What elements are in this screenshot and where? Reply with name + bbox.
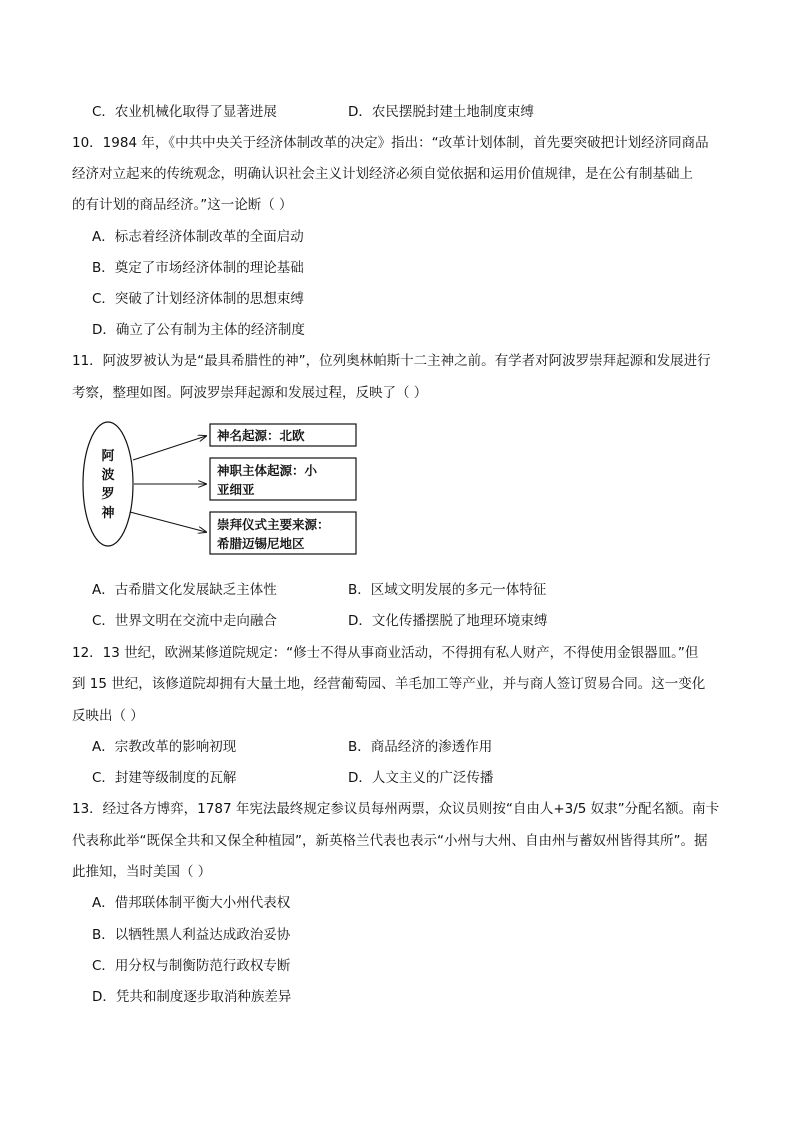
q10-option-c: C．突破了计划经济体制的思想束缚	[92, 291, 304, 307]
q10-option-d: D．确立了公有制为主体的经济制度	[92, 322, 305, 338]
q10-stem-line3: 的有计划的商品经济。”这一论断（ ）	[72, 197, 293, 213]
q9-option-d: D．农民摆脱封建土地制度束缚	[348, 104, 534, 120]
arrow-to-box3	[130, 512, 206, 532]
box-ritual-origin-text-2: 希腊迈锡尼地区	[217, 536, 305, 551]
q13-option-a: A．借邦联体制平衡大小州代表权	[92, 895, 291, 911]
apollo-diagram	[80, 418, 380, 558]
ellipse-char-1: 阿	[101, 449, 115, 464]
q13-stem-line2: 代表称此举“既保全共和又保全种植园”，新英格兰代表也表示“小州与大州、自由州与蓄奴州皆得其所”。据	[72, 833, 708, 849]
q13-option-b: B．以牺牲黑人利益达成政治妥协	[92, 927, 291, 943]
center-ellipse	[83, 422, 133, 546]
q11-stem-line1: 11．阿波罗被认为是“最具希腊性的神”，位列奥林帕斯十二主神之前。有学者对阿波罗崇拜起源和发展进行	[72, 353, 711, 369]
q13-stem-line1: 13．经过各方博弈，1787 年宪法最终规定参议员每州两票，众议员则按“自由人+3/5 奴隶”分配名额。南卡	[72, 801, 720, 817]
arrow-to-box1	[133, 436, 206, 460]
q10-option-a: A．标志着经济体制改革的全面启动	[92, 229, 304, 245]
q11-option-d: D．文化传播摆脱了地理环境束缚	[348, 613, 548, 629]
box-ritual-origin-text-1: 崇拜仪式主要来源：	[217, 517, 330, 532]
q11-option-b: B．区域文明发展的多元一体特征	[348, 582, 547, 598]
q12-option-a: A．宗教改革的影响初现	[92, 739, 237, 755]
q11-option-c: C．世界文明在交流中走向融合	[92, 613, 277, 629]
q12-stem-line3: 反映出（ ）	[72, 708, 144, 724]
q9-option-c: C．农业机械化取得了显著进展	[92, 104, 277, 120]
q12-option-c: C．封建等级制度的瓦解	[92, 770, 237, 786]
ellipse-char-4: 神	[101, 506, 115, 521]
ellipse-char-3: 罗	[101, 487, 115, 502]
box-function-origin-text-2: 亚细亚	[217, 482, 255, 497]
q10-stem-line1: 10．1984 年，《中共中央关于经济体制改革的决定》指出：“改革计划体制，首先要突破把计划经济同商品	[72, 135, 709, 151]
box-name-origin-text: 神名起源：北欧	[217, 428, 305, 443]
ellipse-char-2: 波	[101, 468, 115, 483]
q10-stem-line2: 经济对立起来的传统观念，明确认识社会主义计划经济必须自觉依据和运用价值规律，是在公有制基础上	[72, 166, 693, 182]
q12-option-b: B．商品经济的渗透作用	[348, 739, 493, 755]
box-function-origin-text-1: 神职主体起源：小	[217, 463, 318, 478]
q11-option-a: A．古希腊文化发展缺乏主体性	[92, 582, 277, 598]
q12-stem-line1: 12．13 世纪，欧洲某修道院规定：“修士不得从事商业活动，不得拥有私人财产，不得使用金银器皿。”但	[72, 645, 699, 661]
q11-stem-line2: 考察，整理如图。阿波罗崇拜起源和发展过程，反映了（ ）	[72, 385, 428, 401]
q12-option-d: D．人文主义的广泛传播	[348, 770, 494, 786]
q13-stem-line3: 此推知，当时美国（ ）	[72, 864, 212, 880]
q13-option-c: C．用分权与制衡防范行政权专断	[92, 958, 291, 974]
apollo-diagram-svg	[80, 418, 380, 558]
q12-stem-line2: 到 15 世纪，该修道院却拥有大量土地，经营葡萄园、羊毛加工等产业，并与商人签订贸易合同。这一变化	[72, 676, 706, 692]
q10-option-b: B．奠定了市场经济体制的理论基础	[92, 260, 304, 276]
q13-option-d: D．凭共和制度逐步取消种族差异	[92, 989, 292, 1005]
